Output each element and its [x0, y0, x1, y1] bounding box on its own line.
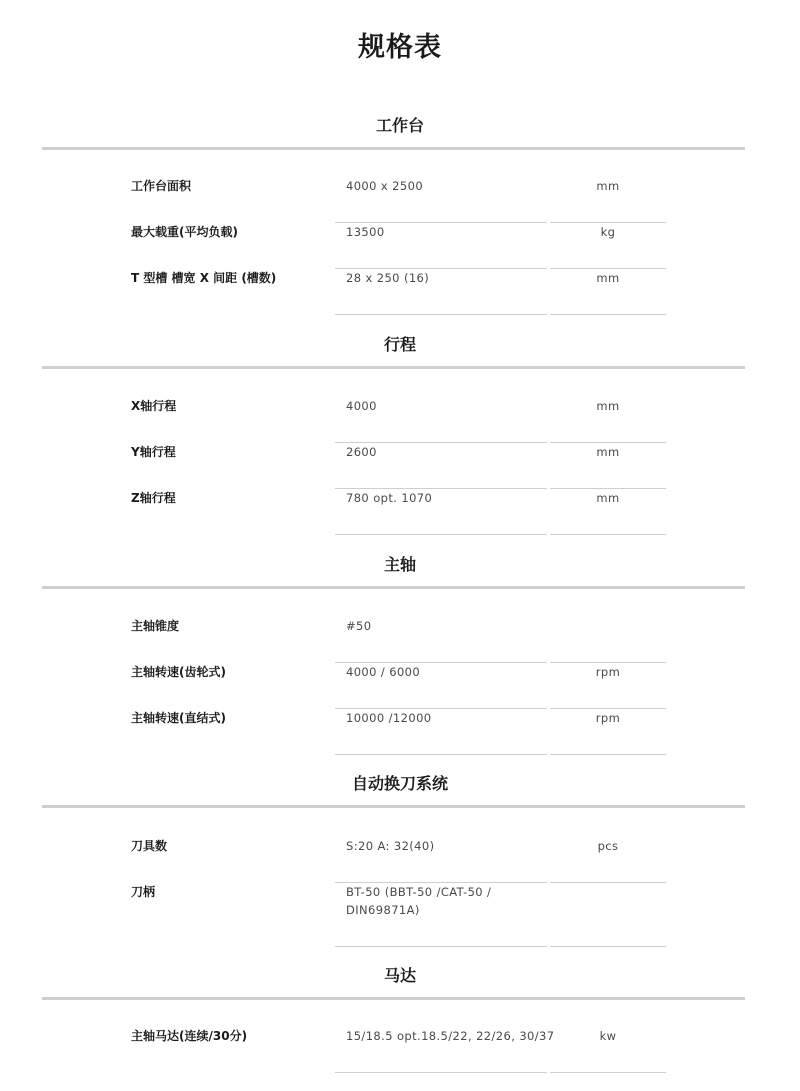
spec-value: 4000 x 2500 — [346, 179, 424, 193]
row-divider — [335, 1072, 547, 1073]
section-motor — [0, 965, 800, 1043]
section-worktable — [0, 115, 800, 285]
spec-unit: pcs — [597, 839, 619, 853]
spec-value: #50 — [346, 619, 372, 633]
row-divider — [550, 754, 666, 755]
spec-value: 28 x 250 (16) — [346, 271, 430, 285]
spec-value: 10000 /12000 — [346, 711, 432, 725]
spec-row — [0, 397, 800, 443]
section-divider — [42, 586, 745, 589]
spec-label: 主轴马达(连续/30分) — [131, 1029, 248, 1043]
row-divider — [550, 314, 666, 315]
spec-label: 主轴转速(齿轮式) — [131, 665, 226, 679]
spec-unit: kg — [600, 225, 616, 239]
spec-row — [0, 443, 800, 489]
spec-label: Y轴行程 — [131, 445, 176, 459]
spec-label: 刀柄 — [131, 885, 156, 899]
row-divider — [550, 946, 666, 947]
spec-row — [0, 1027, 800, 1073]
spec-unit: kw — [599, 1029, 617, 1043]
section-title: 自动换刀系统 — [351, 774, 448, 793]
section-title: 工作台 — [375, 116, 424, 135]
spec-value: 15/18.5 opt.18.5/22, 22/26, 30/37 — [346, 1029, 555, 1043]
spec-value: 4000 / 6000 — [346, 665, 421, 679]
spec-value: 4000 — [346, 399, 377, 413]
spec-unit: mm — [596, 179, 620, 193]
page-title: 规格表 — [358, 32, 442, 63]
spec-value: S:20 A: 32(40) — [346, 839, 435, 853]
spec-label: Z轴行程 — [131, 491, 176, 505]
spec-value: 780 opt. 1070 — [346, 491, 433, 505]
spec-row — [0, 883, 800, 947]
section-divider — [42, 147, 745, 150]
spec-value: BT-50 (BBT-50 /CAT-50 / DIN69871A) — [346, 885, 492, 917]
row-divider — [550, 534, 666, 535]
spec-value: 13500 — [346, 225, 385, 239]
row-divider — [335, 534, 547, 535]
spec-row — [0, 617, 800, 663]
spec-label: 最大载重(平均负载) — [131, 225, 238, 239]
spec-value: 2600 — [346, 445, 377, 459]
spec-row — [0, 223, 800, 269]
row-divider — [335, 946, 547, 947]
section-title: 马达 — [383, 966, 416, 985]
spec-label: 主轴转速(直结式) — [131, 711, 226, 725]
spec-unit: mm — [596, 445, 620, 459]
spec-label: 主轴锥度 — [131, 619, 180, 633]
spec-row — [0, 177, 800, 223]
section-spindle — [0, 554, 800, 725]
section-divider — [42, 997, 745, 1000]
section-atc — [0, 773, 800, 917]
section-divider — [42, 366, 745, 369]
spec-unit: rpm — [595, 665, 621, 679]
spec-label: X轴行程 — [131, 399, 177, 413]
spec-label: 工作台面积 — [131, 179, 192, 193]
spec-unit: mm — [596, 491, 620, 505]
section-title: 行程 — [383, 335, 416, 354]
spec-row — [0, 269, 800, 315]
spec-unit: rpm — [595, 711, 621, 725]
spec-label: T 型槽 槽宽 X 间距 (槽数) — [131, 271, 277, 285]
spec-row — [0, 663, 800, 709]
row-divider — [335, 314, 547, 315]
spec-unit: mm — [596, 271, 620, 285]
spec-label: 刀具数 — [131, 839, 168, 853]
spec-row — [0, 709, 800, 755]
row-divider — [335, 754, 547, 755]
spec-unit: mm — [596, 399, 620, 413]
spec-row — [0, 489, 800, 535]
row-divider — [550, 1072, 666, 1073]
spec-row — [0, 837, 800, 883]
section-divider — [42, 805, 745, 808]
section-title: 主轴 — [383, 555, 416, 574]
section-travel — [0, 334, 800, 505]
